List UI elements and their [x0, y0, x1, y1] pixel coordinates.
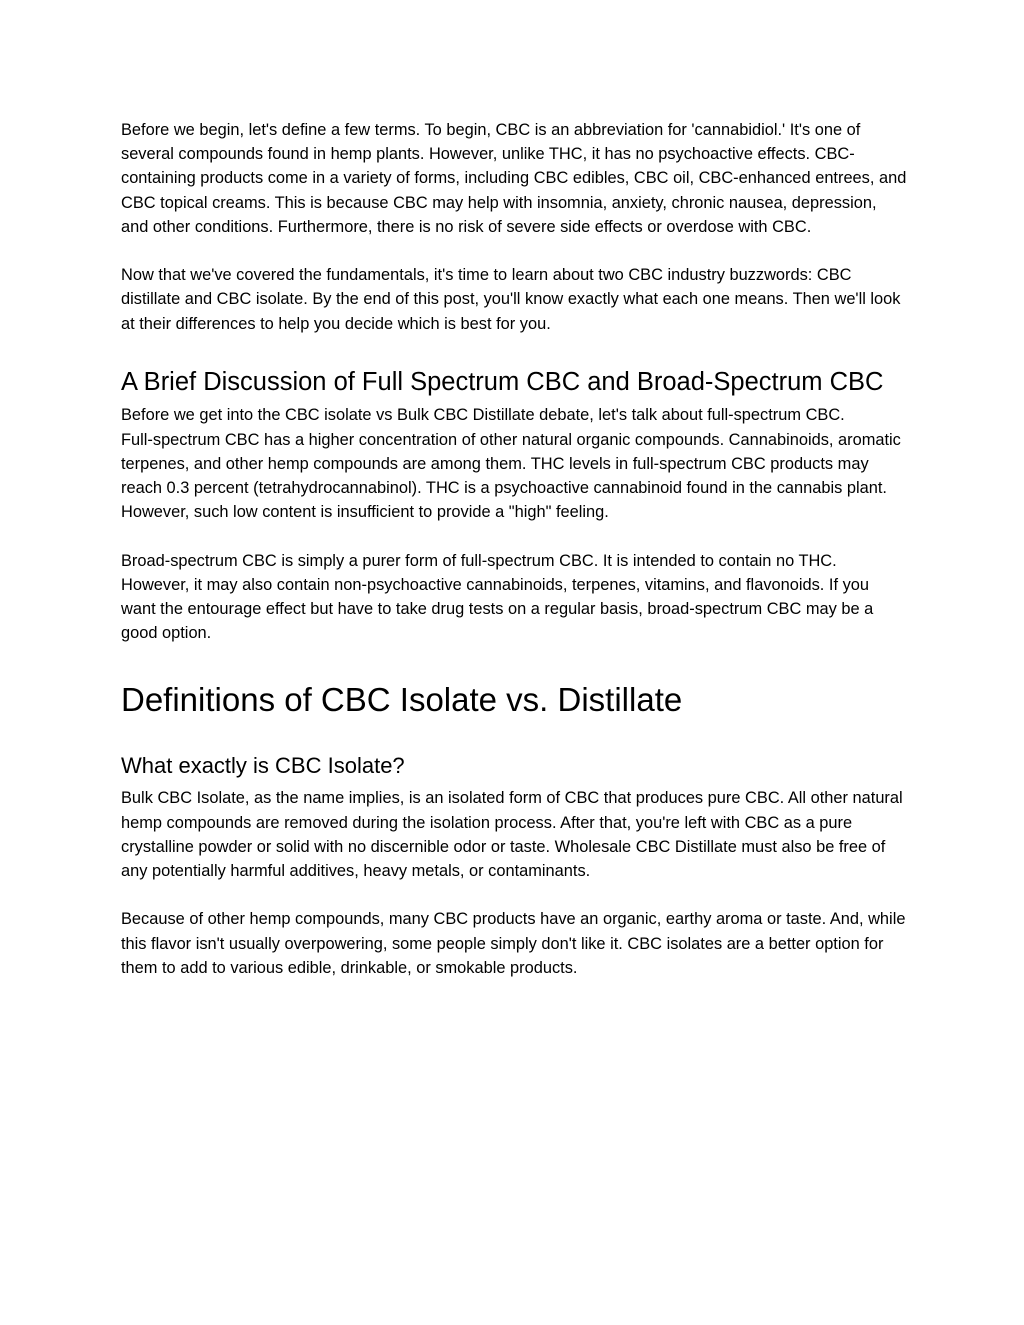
isolate-paragraph-1: Bulk CBC Isolate, as the name implies, is an isolated form of CBC that produces pure CBC. All other natural hemp compounds are removed during the isolation process. After that, you're left with CBC as a pure crystalline powder or solid with no discernible odor or taste. Wholesale CBC Distillate must also be free of any potentially harmful additives, heavy metals, or contaminants.: [121, 789, 903, 880]
subsection-heading-isolate: What exactly is CBC Isolate?: [121, 753, 405, 779]
paragraph-spacer: [121, 524, 907, 548]
section-heading-spectrum: A Brief Discussion of Full Spectrum CBC and Broad-Spectrum CBC: [121, 367, 884, 396]
isolate-paragraph-2: Because of other hemp compounds, many CBC products have an organic, earthy aroma or taste. And, while this flavor isn't usually overpowering, some people simply don't like it. CBC isolates are a better option for them to add to various edible, drinkable, or smokable products.: [121, 910, 906, 977]
intro-paragraph-1: Before we begin, let's define a few terms. To begin, CBC is an abbreviation for 'cannabidiol.' It's one of several compounds found in hemp plants. However, unlike THC, it has no psychoactive effects. CBC-containing products come in a variety of forms, including CBC edibles, CBC oil, CBC-enhanced entrees, and CBC topical creams. This is because CBC may help with insomnia, anxiety, chronic nausea, depression, and other conditions. Furthermore, there is no risk of severe side effects or overdose with CBC.: [121, 121, 907, 236]
paragraph-spacer: [121, 239, 907, 263]
intro-paragraph-2: Now that we've covered the fundamentals, it's time to learn about two CBC industry buzzwords: CBC distillate and CBC isolate. By the end of this post, you'll know exactly what each one means. Then we'll look at their differences to help you decide which is best for you.: [121, 266, 901, 333]
document-body: [121, 118, 907, 980]
section-heading-definitions: Definitions of CBC Isolate vs. Distillate: [121, 681, 683, 719]
spectrum-paragraph-3: Broad-spectrum CBC is simply a purer form of full-spectrum CBC. It is intended to contain no THC. However, it may also contain non-psychoactive cannabinoids, terpenes, vitamins, and flavonoids. If you want the entourage effect but have to take drug tests on a regular basis, broad-spectrum CBC may be a good option.: [121, 551, 874, 643]
spectrum-paragraph-1: Before we get into the CBC isolate vs Bulk CBC Distillate debate, let's talk about full-spectrum CBC.: [121, 406, 845, 425]
paragraph-spacer: [121, 883, 907, 907]
spectrum-paragraph-2: Full-spectrum CBC has a higher concentration of other natural organic compounds. Cannabinoids, aromatic terpenes, and other hemp compounds are among them. THC levels in full-spectrum CBC products may reach 0.3 percent (tetrahydrocannabinol). THC is a psychoactive cannabinoid found in the cannabis plant. However, such low content is insufficient to provide a "high" feeling.: [121, 430, 901, 522]
